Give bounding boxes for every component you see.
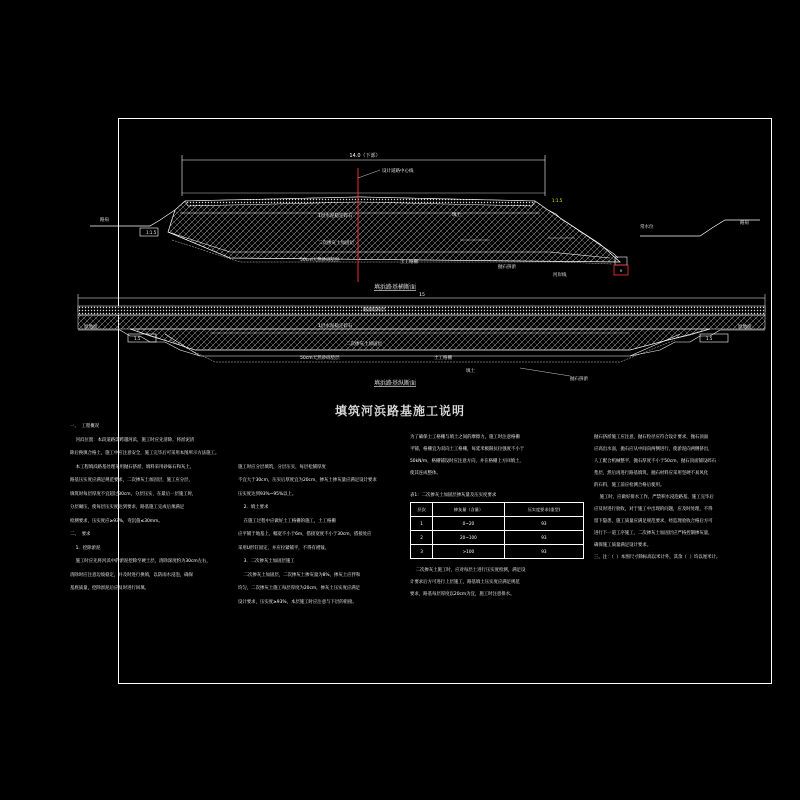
label-layer1: 1层水泥稳定碎石 [318,214,353,219]
table-row [411,517,584,531]
table-cell: 93 [504,517,583,531]
long-label-rubble: 抛石挤淤 [570,377,588,382]
notes-column-4: 抛石挤淤施工应注意，抛石粒径应符合设计要求，抛石顶面 应高出水面，抛石应从中间向两侧进行，使淤泥向两侧挤出， 人工配合机械整平，抛石厚度不小于50cm，抛石顶面铺设碎石 垫层，然后再进行路基填筑，抛石材料应采用坚硬不易风化 的石料，施工前应检测合格后使用。 施工时，应做好排水工作，严禁积水浸泡路基，施工完毕后 应及时进行验收，对于施工中出现的问题，应及时处理，不得 留下隐患，施工质量应满足规范要求，经监理验收合格后方可 进行下一道工序施工，二次掺灰土加固层应严格控制掺灰量， 确保施工质量满足设计要求。 三、注：（ ）本图尺寸除标高以米计外，其余（ ）均以厘米计。 [594,435,721,560]
table-cell: 93 [504,531,583,545]
label-right-mark: 1:1.5 [552,198,563,203]
cross-section [90,152,760,291]
table-row [411,545,584,559]
label-layer3: 50cm天然砂砾垫层 [300,258,340,263]
long-section [78,292,765,387]
table-cell: 3 [411,545,433,559]
long-label-right: 原地面 [738,325,752,330]
long-label-layer3: 50cm天然砂砾垫层 [300,356,340,361]
notes-column-3-after: 二次掺灰土施工时，应对每层土进行压实度检测，满足设 计要求后方可进行上层施工，路基填土压实度应满足规范 要求，路基每层厚度以20cm为宜，施工时注意排水。 [410,568,526,597]
long-dim: 15 [419,293,425,298]
svg-text:×: × [619,268,623,273]
label-rubble: 抛石挤淤 [498,265,516,270]
label-geogrid: 土工格栅 [400,260,418,265]
long-label-layer1: 1层水泥稳定碎石 [318,324,353,329]
table-cell: 0~20 [433,517,505,531]
long-label-top: 路面结构层 [363,308,386,313]
label-road-center: 设计道路中心线 [382,169,414,174]
long-label-geogrid: 土工格栅 [434,356,452,361]
label-layer2: 二次掺灰土加固层 [318,241,354,246]
table-header: 掺灰量（含量） [433,503,505,517]
table-cell: 20~100 [433,531,505,545]
drawing-title: 填筑河浜路基施工说明 [334,404,465,418]
cross-section-caption: 填浜路基横断面 [373,284,417,291]
long-label-soil: 填土 [466,369,475,374]
long-left-box: 1.5 [134,336,141,341]
label-left-mark: 1:1.5 [146,230,157,235]
table-header: 压实度要求(重型) [504,503,583,517]
notes-column-3: 为了确保土工格栅与填土之间的摩擦力，施工时注意格栅 平铺，格栅宜为双向土工格栅，每延米极限抗拉强度不小于 50kN/m，格栅铺设时应注意方向，并在格栅上方回填土， 使其连成整体。 [410,435,525,476]
cross-width-dim: 14.0（下部） [349,153,381,159]
label-bank: 河岸线 [553,273,567,278]
table-header: 层次 [411,503,433,517]
table-cell: 2 [411,531,433,545]
long-label-layer2: 二次掺灰土加固层 [346,342,382,347]
table-cell: >100 [433,545,505,559]
long-right-box: 1.5 [706,336,713,341]
table-header-row [411,503,584,517]
notes-column-2: 施工时应分层填筑，分层压实，每层松铺厚度 不宜大于30cm，压实后厚度宜为20cm，掺灰土掺灰量应满足设计要求 压实度达到93%~95%以上。 2．填土要求 在施工过程中应做好土工格栅的施工，土工格栅 应平铺于地基上，幅宽不小于6m，搭接宽度不小于30cm，搭接处应 采用U形钉固定，并应拉紧铺平，不得有褶皱。 3．二次掺灰土加固层施工 二次掺灰土加固层，二次掺灰土掺灰量为8%，掺灰土应拌和 均匀，二次掺灰土施工每层厚度为20cm，掺灰土压实度应满足 设计要求，压实度≥93%，本层施工时应注意与下层的衔接。 [238,464,377,605]
label-top-right: 路肩 [740,221,749,226]
notes-column-1: 一、 工程概况 河浜位置：本段道路需跨越河浜，施工时应先清除，将淤泥清 除后换填合格土，施工中应注意安全，施工完毕后可采用本图所示方法施工。 本工程填浜路基处理采用抛石挤淤，填料采用砂砾石和灰土， 路基压实度应满足规范要求，二次掺灰土加固层，施工应分层， 填筑时每层厚度不宜超过30cm，分层压实，在最后一层施工时， 分层碾压，使每层压实度达到要求，路基施工完成后须满足 检测要求，压实度应≥93%，弯沉值≤30mm。 二、 要求 1．挖除淤泥 施工时应先将河浜中的淤泥挖除至硬土层，清除深度约为30cm左右， 清除时应注意边坡稳定，并及时进行换填，以防雨水浸泡，确保 基底质量，挖除淤泥后应及时进行回填。 [70,424,220,591]
long-label-left: 原地面 [84,325,98,330]
long-section-caption: 填浜路基纵断面 [373,380,417,387]
label-water: 常水位 [640,225,654,230]
spec-table [410,502,584,559]
label-soil: 填土 [452,213,461,218]
table-cell: 93 [504,545,583,559]
table-caption: 表1：二次掺灰土加固层掺灰量及压实度要求 [410,493,497,498]
label-top-left: 路肩 [100,218,109,223]
table-row [411,531,584,545]
table-cell: 1 [411,517,433,531]
